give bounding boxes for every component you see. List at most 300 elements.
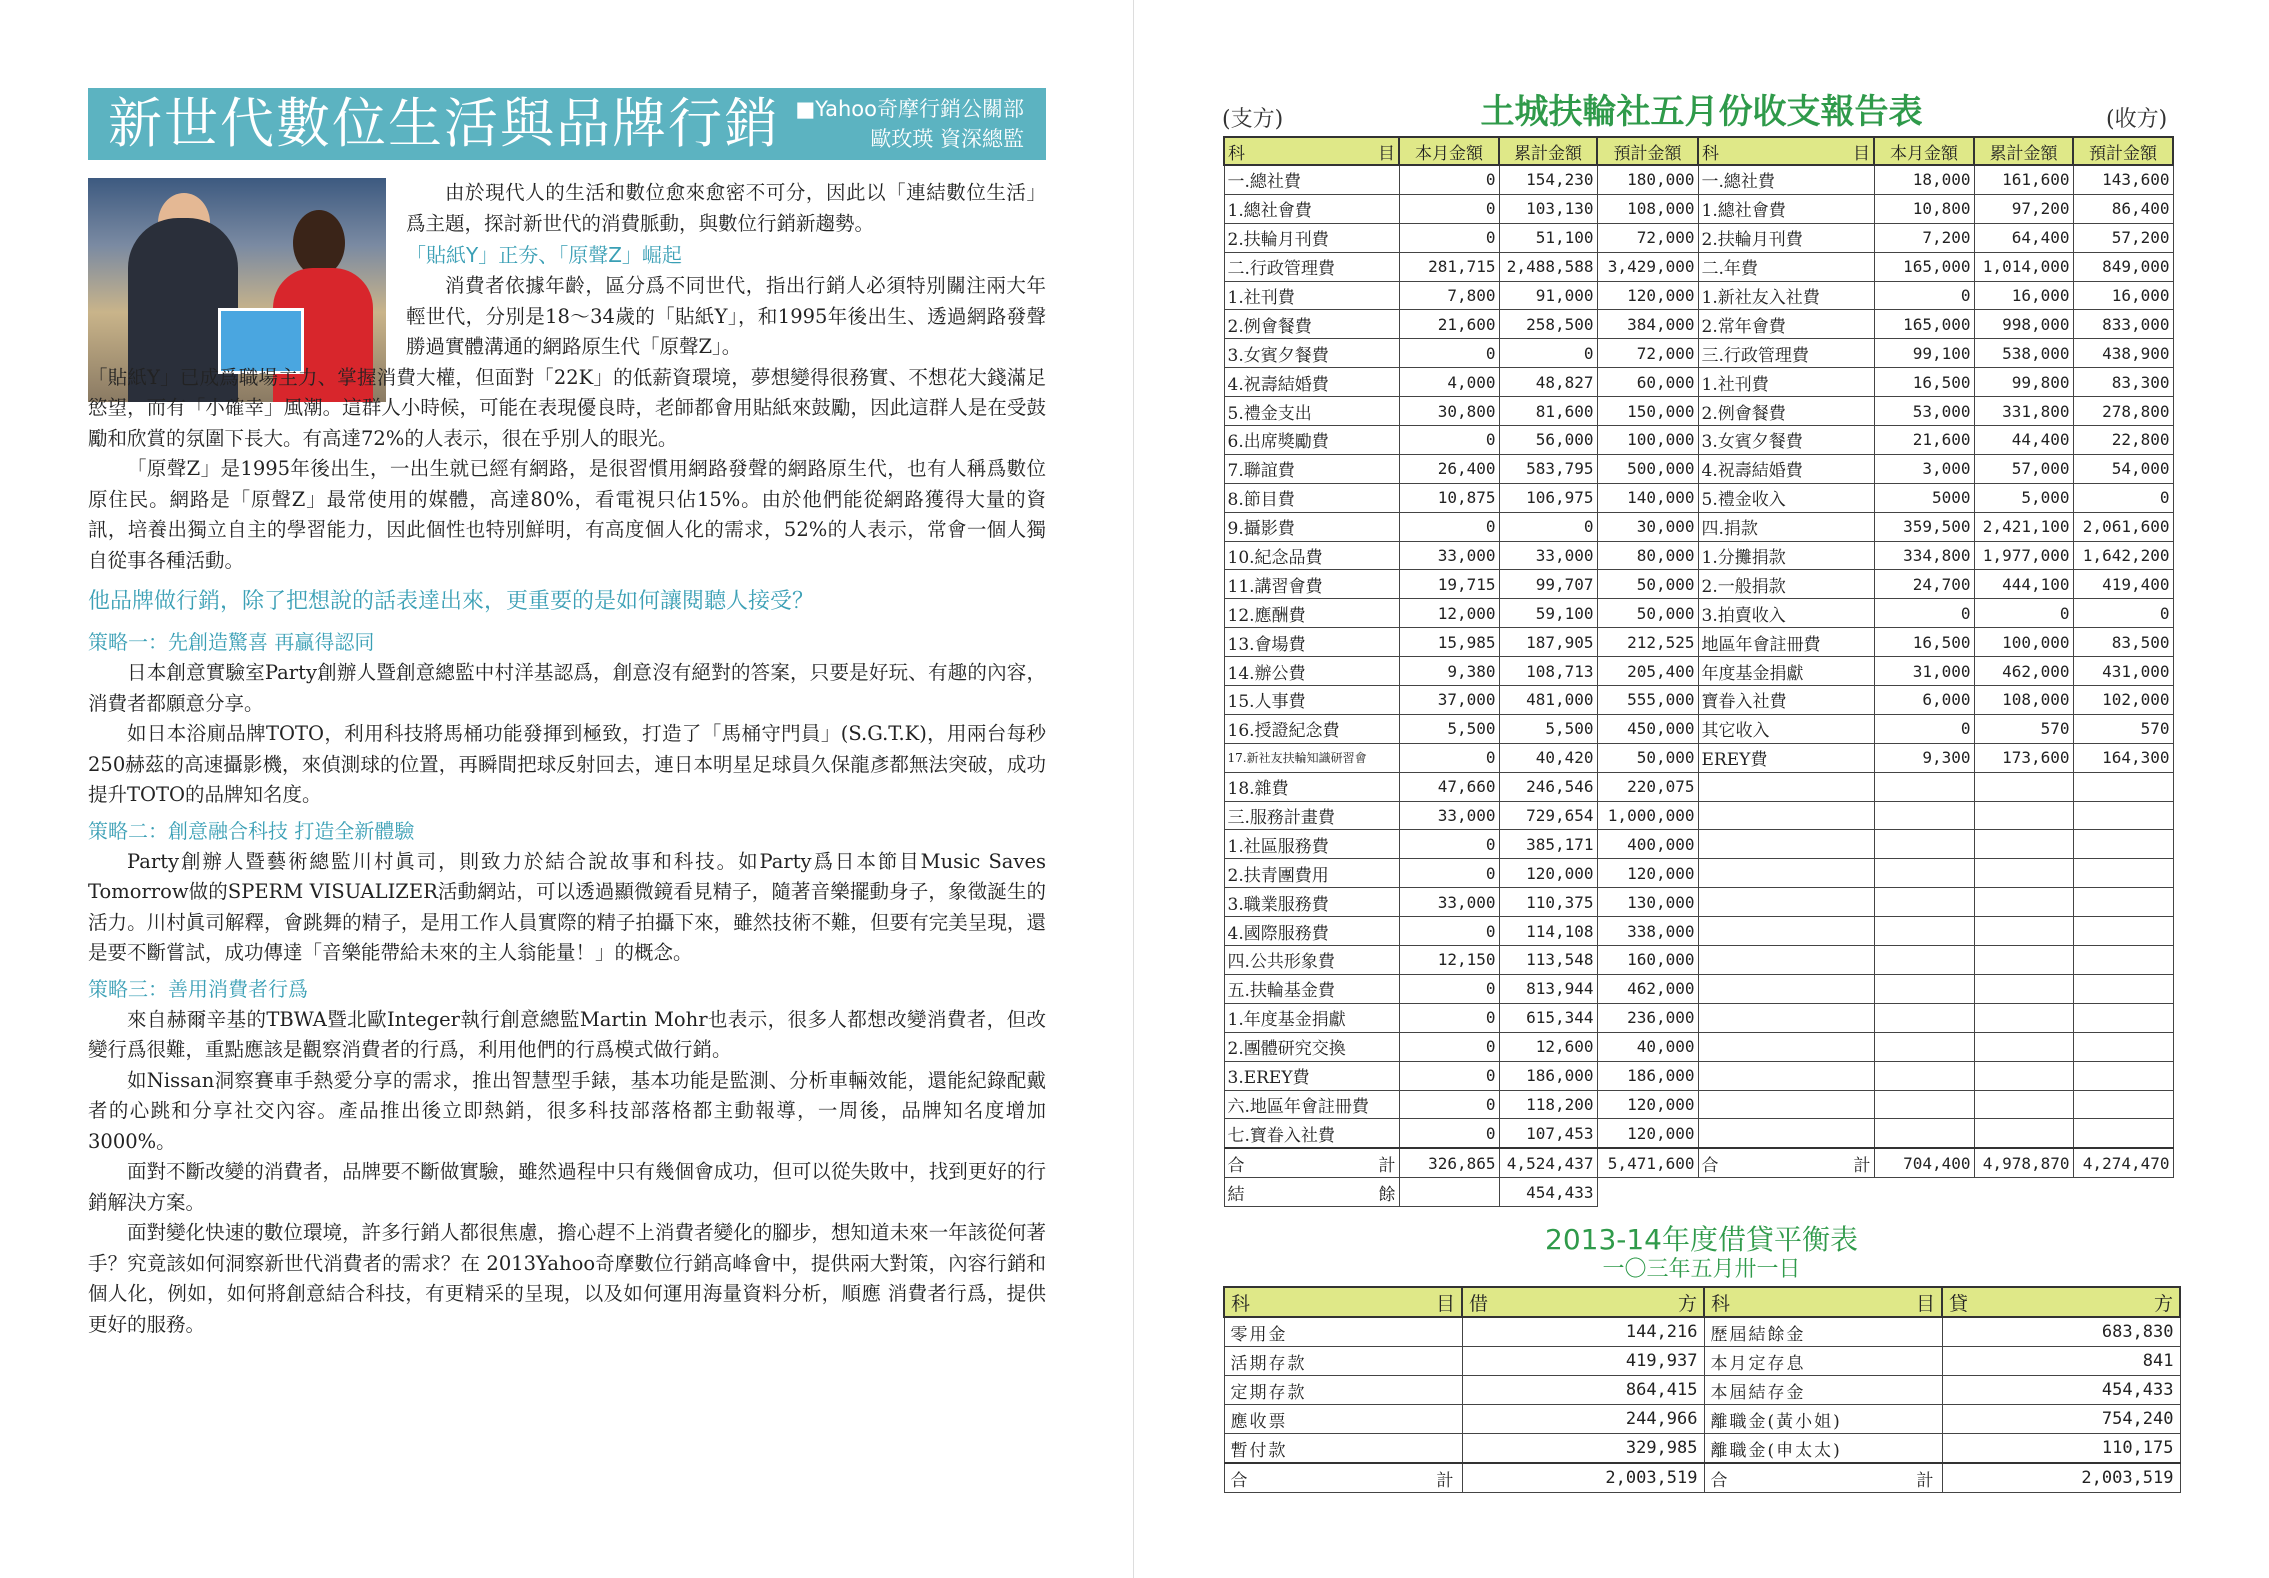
- empty-cell: [2073, 1061, 2173, 1090]
- amount-cell: 0: [1399, 512, 1499, 541]
- bs-header-subject: 科 目: [1704, 1287, 1942, 1317]
- bs-item-cell: 活期存款: [1224, 1347, 1462, 1376]
- bs-amount-cell: 419,937: [1462, 1347, 1704, 1376]
- header-month: 本月金額: [1399, 137, 1499, 165]
- header-cumulative: 累計金額: [1499, 137, 1597, 165]
- amount-cell: 2,061,600: [2073, 512, 2173, 541]
- item-name-cell: 4.祝壽結婚費: [1224, 368, 1399, 397]
- article-intro: 由於現代人的生活和數位愈來愈密不可分，因此以「連結數位生活」爲主題，探討新世代的消費脈動，與數位行銷新趨勢。: [406, 181, 1046, 235]
- table-row: [1224, 657, 2173, 686]
- amount-cell: 120,000: [1597, 1090, 1698, 1119]
- header-budget: 預計金額: [2073, 137, 2173, 165]
- amount-cell: 100,000: [1597, 426, 1698, 455]
- total-cell: 704,400: [1874, 1148, 1974, 1177]
- amount-cell: 54,000: [2073, 454, 2173, 483]
- bs-item-cell: 暫付款: [1224, 1434, 1462, 1464]
- amount-cell: 16,500: [1874, 368, 1974, 397]
- bs-amount-cell: 683,830: [1942, 1317, 2180, 1347]
- amount-cell: 56,000: [1499, 426, 1597, 455]
- amount-cell: 97,200: [1974, 194, 2073, 223]
- amount-cell: 338,000: [1597, 917, 1698, 946]
- amount-cell: 500,000: [1597, 454, 1698, 483]
- amount-cell: 91,000: [1499, 281, 1597, 310]
- amount-cell: 21,600: [1874, 426, 1974, 455]
- amount-cell: 359,500: [1874, 512, 1974, 541]
- total-label: 合 計: [1698, 1148, 1874, 1177]
- amount-cell: 12,600: [1499, 1032, 1597, 1061]
- empty-cell: [1698, 917, 1874, 946]
- strategy-heading: 策略二：創意融合科技 打造全新體驗: [88, 818, 415, 843]
- empty-cell: [1698, 859, 1874, 888]
- amount-cell: 64,400: [1974, 223, 2073, 252]
- table-header-row: [1224, 137, 2173, 165]
- item-name-cell: EREY費: [1698, 743, 1874, 772]
- bs-row: [1224, 1376, 2180, 1405]
- bs-amount-cell: 841: [1942, 1347, 2180, 1376]
- empty-cell: [1874, 772, 1974, 801]
- empty-cell: [1874, 946, 1974, 975]
- empty-cell: [1974, 1003, 2073, 1032]
- table-row: [1224, 1032, 2173, 1061]
- item-name-cell: 5.禮金收入: [1698, 483, 1874, 512]
- item-name-cell: 1.社刊費: [1224, 281, 1399, 310]
- amount-cell: 26,400: [1399, 454, 1499, 483]
- table-row: [1224, 541, 2173, 570]
- item-name-cell: 17.新社友扶輪知識研習會: [1224, 743, 1399, 772]
- section-heading: 「貼紙Y」正夯、「原聲Z」崛起: [406, 243, 682, 267]
- amount-cell: 205,400: [1597, 657, 1698, 686]
- amount-cell: 9,380: [1399, 657, 1499, 686]
- bs-total-label: 合 計: [1704, 1463, 1942, 1493]
- amount-cell: 130,000: [1597, 888, 1698, 917]
- amount-cell: 0: [1499, 339, 1597, 368]
- empty-cell: [1874, 888, 1974, 917]
- amount-cell: 220,075: [1597, 772, 1698, 801]
- empty-cell: [2073, 946, 2173, 975]
- table-row: [1224, 801, 2173, 830]
- article-paragraph: Party創辦人暨藝術總監川村眞司，則致力於結合說故事和科技。如Party爲日本節目Music Saves Tomorrow做的SPERM VISUALIZER活動網站，可以透過顯微鏡看見精子，隨著音樂擺動身子，象徵誕生的活力。川村眞司解釋，會跳舞的精子，是用工作人員實際的精子拍攝下來，雖然技術不難，但要有完美呈現，還是要不斷嘗試，成功傳達「音樂能帶給未來的主人翁能量！」的概念。: [88, 849, 1046, 964]
- amount-cell: 10,800: [1874, 194, 1974, 223]
- amount-cell: 0: [1399, 859, 1499, 888]
- item-name-cell: 4.國際服務費: [1224, 917, 1399, 946]
- item-name-cell: 4.祝壽結婚費: [1698, 454, 1874, 483]
- amount-cell: 212,525: [1597, 628, 1698, 657]
- amount-cell: 12,150: [1399, 946, 1499, 975]
- item-name-cell: 18.雜費: [1224, 772, 1399, 801]
- amount-cell: 481,000: [1499, 686, 1597, 715]
- empty-cell: [1698, 801, 1874, 830]
- strategy-heading: 策略一：先創造驚喜 再贏得認同: [88, 630, 375, 654]
- bs-amount-cell: 144,216: [1462, 1317, 1704, 1347]
- amount-cell: 998,000: [1974, 310, 2073, 339]
- amount-cell: 40,000: [1597, 1032, 1698, 1061]
- total-cell: 4,978,870: [1974, 1148, 2073, 1177]
- article-paragraph: 來自赫爾辛基的TBWA暨北歐Integer執行創意總監Martin Mohr也表示，很多人都想改變消費者，但改變行爲很難，重點應該是觀察消費者的行爲，利用他們的行爲模式做行銷。: [88, 1007, 1046, 1061]
- item-name-cell: 15.人事費: [1224, 686, 1399, 715]
- item-name-cell: 3.女賓夕餐費: [1698, 426, 1874, 455]
- balance-sheet-table: [1223, 1286, 2181, 1493]
- empty-cell: [2073, 772, 2173, 801]
- table-row: [1224, 483, 2173, 512]
- amount-cell: 107,453: [1499, 1119, 1597, 1148]
- bs-amount-cell: 864,415: [1462, 1376, 1704, 1405]
- total-cell: 4,524,437: [1499, 1148, 1597, 1177]
- amount-cell: 140,000: [1597, 483, 1698, 512]
- empty-cell: [1974, 888, 2073, 917]
- amount-cell: 5,500: [1499, 714, 1597, 743]
- right-page: [1134, 0, 2269, 1578]
- amount-cell: 2,488,588: [1499, 252, 1597, 281]
- amount-cell: 0: [1399, 1061, 1499, 1090]
- empty-cell: [1698, 772, 1874, 801]
- amount-cell: 53,000: [1874, 397, 1974, 426]
- amount-cell: 849,000: [2073, 252, 2173, 281]
- item-name-cell: 2.團體研究交換: [1224, 1032, 1399, 1061]
- table-row: [1224, 1119, 2173, 1148]
- bs-header-credit: 貸 方: [1942, 1287, 2180, 1317]
- amount-cell: 0: [1399, 917, 1499, 946]
- item-name-cell: 三.服務計畫費: [1224, 801, 1399, 830]
- amount-cell: 0: [1399, 339, 1499, 368]
- item-name-cell: 6.出席獎勵費: [1224, 426, 1399, 455]
- amount-cell: 1,642,200: [2073, 541, 2173, 570]
- total-cell: 5,471,600: [1597, 1148, 1698, 1177]
- article-paragraph: 如日本浴廁品牌TOTO，利用科技將馬桶功能發揮到極致，打造了「馬桶守門員」(S.G.T.K)，用兩台每秒250赫茲的高速攝影機，來偵測球的位置，再瞬間把球反射回去，連日本明星足球員久保龍彥都無法突破，成功提升TOTO的品牌知名度。: [88, 722, 1046, 806]
- amount-cell: 154,230: [1499, 165, 1597, 194]
- empty-cell: [1874, 1003, 1974, 1032]
- amount-cell: 33,000: [1499, 541, 1597, 570]
- item-name-cell: 年度基金捐獻: [1698, 657, 1874, 686]
- amount-cell: 0: [1399, 1119, 1499, 1148]
- item-name-cell: 寶眷入社費: [1698, 686, 1874, 715]
- amount-cell: 81,600: [1499, 397, 1597, 426]
- empty-cell: [1974, 830, 2073, 859]
- empty-cell: [1874, 859, 1974, 888]
- table-row: [1224, 714, 2173, 743]
- amount-cell: 30,000: [1597, 512, 1698, 541]
- bs-row: [1224, 1317, 2180, 1347]
- table-row: [1224, 368, 2173, 397]
- item-name-cell: 16.授證紀念費: [1224, 714, 1399, 743]
- table-row: [1224, 194, 2173, 223]
- bs-amount-cell: 244,966: [1462, 1405, 1704, 1434]
- empty-cell: [1974, 946, 2073, 975]
- total-label: 合 計: [1224, 1148, 1399, 1177]
- amount-cell: 21,600: [1399, 310, 1499, 339]
- amount-cell: 0: [2073, 483, 2173, 512]
- item-name-cell: 7.聯誼費: [1224, 454, 1399, 483]
- amount-cell: 0: [1974, 599, 2073, 628]
- amount-cell: 0: [1499, 512, 1597, 541]
- amount-cell: 160,000: [1597, 946, 1698, 975]
- table-row: [1224, 859, 2173, 888]
- item-name-cell: 六.地區年會註冊費: [1224, 1090, 1399, 1119]
- empty-cell: [1874, 1119, 1974, 1148]
- empty-cell: [1974, 1090, 2073, 1119]
- item-name-cell: 1.總社會費: [1698, 194, 1874, 223]
- item-name-cell: 3.EREY費: [1224, 1061, 1399, 1090]
- bs-amount-cell: 329,985: [1462, 1434, 1704, 1464]
- table-row: [1224, 686, 2173, 715]
- amount-cell: 0: [1399, 165, 1499, 194]
- bs-amount-cell: 754,240: [1942, 1405, 2180, 1434]
- table-row: [1224, 743, 2173, 772]
- amount-cell: 186,000: [1597, 1061, 1698, 1090]
- article-paragraph: 日本創意實驗室Party創辦人暨創意總監中村洋基認爲，創意沒有絕對的答案，只要是好玩、有趣的內容，消費者都願意分享。: [88, 661, 1046, 715]
- item-name-cell: 二.年費: [1698, 252, 1874, 281]
- amount-cell: 5,500: [1399, 714, 1499, 743]
- amount-cell: 462,000: [1974, 657, 2073, 686]
- item-name-cell: 2.扶輪月刊費: [1698, 223, 1874, 252]
- item-name-cell: 3.女賓夕餐費: [1224, 339, 1399, 368]
- empty-cell: [1698, 1119, 1874, 1148]
- item-name-cell: 8.節目費: [1224, 483, 1399, 512]
- bs-row: [1224, 1405, 2180, 1434]
- bs-item-cell: 本屆結存金: [1704, 1376, 1942, 1405]
- header-month: 本月金額: [1874, 137, 1974, 165]
- empty-cell: [1698, 946, 1874, 975]
- amount-cell: 120,000: [1499, 859, 1597, 888]
- amount-cell: 50,000: [1597, 743, 1698, 772]
- item-name-cell: 一.總社費: [1698, 165, 1874, 194]
- amount-cell: 108,000: [1974, 686, 2073, 715]
- item-name-cell: 二.行政管理費: [1224, 252, 1399, 281]
- amount-cell: 1,977,000: [1974, 541, 2073, 570]
- amount-cell: 331,800: [1974, 397, 2073, 426]
- item-name-cell: 1.分攤捐款: [1698, 541, 1874, 570]
- amount-cell: 9,300: [1874, 743, 1974, 772]
- empty-cell: [1874, 917, 1974, 946]
- empty-cell: [1974, 974, 2073, 1003]
- bs-header-debit: 借 方: [1462, 1287, 1704, 1317]
- amount-cell: 16,500: [1874, 628, 1974, 657]
- amount-cell: 40,420: [1499, 743, 1597, 772]
- table-row: [1224, 1003, 2173, 1032]
- table-row: [1224, 165, 2173, 194]
- amount-cell: 83,300: [2073, 368, 2173, 397]
- amount-cell: 583,795: [1499, 454, 1597, 483]
- item-name-cell: 1.新社友入社費: [1698, 281, 1874, 310]
- amount-cell: 99,100: [1874, 339, 1974, 368]
- item-name-cell: 12.應酬費: [1224, 599, 1399, 628]
- table-row: [1224, 281, 2173, 310]
- article-author: [795, 94, 1024, 154]
- item-name-cell: 14.辦公費: [1224, 657, 1399, 686]
- item-name-cell: 2.例會餐費: [1224, 310, 1399, 339]
- amount-cell: 99,800: [1974, 368, 2073, 397]
- amount-cell: 33,000: [1399, 541, 1499, 570]
- bs-total-debit: 2,003,519: [1462, 1463, 1704, 1493]
- bs-item-cell: 歷屆結餘金: [1704, 1317, 1942, 1347]
- amount-cell: 1,000,000: [1597, 801, 1698, 830]
- amount-cell: 59,100: [1499, 599, 1597, 628]
- amount-cell: 0: [1874, 599, 1974, 628]
- amount-cell: 51,100: [1499, 223, 1597, 252]
- bs-total-row: [1224, 1463, 2180, 1493]
- amount-cell: 16,000: [1974, 281, 2073, 310]
- item-name-cell: 2.扶青團費用: [1224, 859, 1399, 888]
- bs-total-credit: 2,003,519: [1942, 1463, 2180, 1493]
- author-department: ■Yahoo奇摩行銷公關部: [795, 97, 1024, 121]
- table-row: [1224, 946, 2173, 975]
- amount-cell: 400,000: [1597, 830, 1698, 859]
- table-row: [1224, 888, 2173, 917]
- empty-cell: [1874, 830, 1974, 859]
- empty-cell: [2073, 1090, 2173, 1119]
- amount-cell: 114,108: [1499, 917, 1597, 946]
- amount-cell: 12,000: [1399, 599, 1499, 628]
- amount-cell: 431,000: [2073, 657, 2173, 686]
- amount-cell: 19,715: [1399, 570, 1499, 599]
- bs-header-row: [1224, 1287, 2180, 1317]
- amount-cell: 0: [1399, 830, 1499, 859]
- item-name-cell: 10.紀念品費: [1224, 541, 1399, 570]
- amount-cell: 236,000: [1597, 1003, 1698, 1032]
- amount-cell: 6,000: [1874, 686, 1974, 715]
- amount-cell: 37,000: [1399, 686, 1499, 715]
- amount-cell: 384,000: [1597, 310, 1698, 339]
- article-title-bar: [88, 88, 1046, 160]
- item-name-cell: 其它收入: [1698, 714, 1874, 743]
- header-cumulative: 累計金額: [1974, 137, 2073, 165]
- amount-cell: 15,985: [1399, 628, 1499, 657]
- item-name-cell: 1.社區服務費: [1224, 830, 1399, 859]
- amount-cell: 57,000: [1974, 454, 2073, 483]
- empty-cell: [2073, 830, 2173, 859]
- table-row: [1224, 454, 2173, 483]
- amount-cell: 3,000: [1874, 454, 1974, 483]
- item-name-cell: 2.常年會費: [1698, 310, 1874, 339]
- table-row: [1224, 397, 2173, 426]
- item-name-cell: 五.扶輪基金費: [1224, 974, 1399, 1003]
- empty-cell: [2073, 917, 2173, 946]
- amount-cell: 86,400: [2073, 194, 2173, 223]
- amount-cell: 16,000: [2073, 281, 2173, 310]
- amount-cell: 161,600: [1974, 165, 2073, 194]
- amount-cell: 1,014,000: [1974, 252, 2073, 281]
- amount-cell: 102,000: [2073, 686, 2173, 715]
- item-name-cell: 七.寶眷入社費: [1224, 1119, 1399, 1148]
- table-row: [1224, 917, 2173, 946]
- amount-cell: 165,000: [1874, 252, 1974, 281]
- item-name-cell: 2.扶輪月刊費: [1224, 223, 1399, 252]
- table-row: [1224, 628, 2173, 657]
- table-row: [1224, 570, 2173, 599]
- item-name-cell: 11.講習會費: [1224, 570, 1399, 599]
- article-paragraph: 「貼紙Y」已成爲職場主力、掌握消費大權，但面對「22K」的低薪資環境，夢想變得很務實、不想花大錢滿足慾望，而有「小確幸」風潮。這群人小時候，可能在表現優良時，老師都會用貼紙來鼓勵，因此這群人是在受鼓勵和欣賞的氛圍下長大。有高達72%的人表示，很在乎別人的眼光。: [88, 365, 1046, 450]
- amount-cell: 120,000: [1597, 859, 1698, 888]
- amount-cell: 555,000: [1597, 686, 1698, 715]
- amount-cell: 246,546: [1499, 772, 1597, 801]
- amount-cell: 2,421,100: [1974, 512, 2073, 541]
- empty-cell: [1974, 1032, 2073, 1061]
- amount-cell: 120,000: [1597, 1119, 1698, 1148]
- bs-item-cell: 應收票: [1224, 1405, 1462, 1434]
- empty-cell: [1874, 974, 1974, 1003]
- empty-cell: [2073, 888, 2173, 917]
- amount-cell: 165,000: [1874, 310, 1974, 339]
- amount-cell: 278,800: [2073, 397, 2173, 426]
- amount-cell: 72,000: [1597, 223, 1698, 252]
- income-expense-table: [1223, 136, 2174, 1207]
- table-row: [1224, 599, 2173, 628]
- amount-cell: 833,000: [2073, 310, 2173, 339]
- amount-cell: 0: [1399, 1032, 1499, 1061]
- item-name-cell: 四.捐款: [1698, 512, 1874, 541]
- author-name: 歐玫瑛 資深總監: [870, 127, 1024, 151]
- amount-cell: 150,000: [1597, 397, 1698, 426]
- amount-cell: 10,875: [1399, 483, 1499, 512]
- empty-cell: [1874, 1061, 1974, 1090]
- amount-cell: 120,000: [1597, 281, 1698, 310]
- amount-cell: 538,000: [1974, 339, 2073, 368]
- amount-cell: 48,827: [1499, 368, 1597, 397]
- amount-cell: 0: [1399, 223, 1499, 252]
- feature-heading: 他品牌做行銷，除了把想說的話表達出來，更重要的是如何讓閱聽人接受？: [88, 589, 815, 614]
- amount-cell: 0: [1874, 281, 1974, 310]
- item-name-cell: 3.拍賣收入: [1698, 599, 1874, 628]
- bs-item-cell: 本月定存息: [1704, 1347, 1942, 1376]
- amount-cell: 7,200: [1874, 223, 1974, 252]
- item-name-cell: 四.公共形象費: [1224, 946, 1399, 975]
- table-row: [1224, 252, 2173, 281]
- item-name-cell: 一.總社費: [1224, 165, 1399, 194]
- amount-cell: 110,375: [1499, 888, 1597, 917]
- amount-cell: 33,000: [1399, 888, 1499, 917]
- amount-cell: 180,000: [1597, 165, 1698, 194]
- amount-cell: 106,975: [1499, 483, 1597, 512]
- amount-cell: 813,944: [1499, 974, 1597, 1003]
- bs-item-cell: 定期存款: [1224, 1376, 1462, 1405]
- empty-cell: [1974, 1061, 2073, 1090]
- empty-cell: [1874, 1090, 1974, 1119]
- amount-cell: 334,800: [1874, 541, 1974, 570]
- amount-cell: 18,000: [1874, 165, 1974, 194]
- amount-cell: 570: [1974, 714, 2073, 743]
- empty-cell: [2073, 1003, 2173, 1032]
- amount-cell: 173,600: [1974, 743, 2073, 772]
- amount-cell: 50,000: [1597, 570, 1698, 599]
- bs-header-subject: 科 目: [1224, 1287, 1462, 1317]
- balance-value: 454,433: [1499, 1178, 1597, 1207]
- article-paragraph: 消費者依據年齡，區分爲不同世代，指出行銷人必須特別關注兩大年輕世代，分別是18～34歲的「貼紙Y」，和1995年後出生、透過網路發聲勝過實體溝通的網路原生代「原聲Z」。: [406, 274, 1046, 358]
- amount-cell: 22,800: [2073, 426, 2173, 455]
- amount-cell: 80,000: [1597, 541, 1698, 570]
- header-subject: 科 目: [1224, 137, 1399, 165]
- bs-amount-cell: 110,175: [1942, 1434, 2180, 1464]
- item-name-cell: 2.一般捐款: [1698, 570, 1874, 599]
- amount-cell: 103,130: [1499, 194, 1597, 223]
- report-title: 土城扶輪社五月份收支報告表: [1480, 92, 1923, 132]
- amount-cell: 450,000: [1597, 714, 1698, 743]
- balance-label: 結 餘: [1224, 1178, 1399, 1207]
- amount-cell: 0: [1399, 974, 1499, 1003]
- bs-amount-cell: 454,433: [1942, 1376, 2180, 1405]
- amount-cell: 419,400: [2073, 570, 2173, 599]
- amount-cell: 164,300: [2073, 743, 2173, 772]
- item-name-cell: 地區年會註冊費: [1698, 628, 1874, 657]
- empty-cell: [1698, 1003, 1874, 1032]
- empty-cell: [1974, 859, 2073, 888]
- amount-cell: 0: [1399, 1003, 1499, 1032]
- bs-total-label: 合 計: [1224, 1463, 1462, 1493]
- bs-item-cell: 離職金(申太太): [1704, 1434, 1942, 1464]
- item-name-cell: 三.行政管理費: [1698, 339, 1874, 368]
- expense-side-label: (支方): [1222, 107, 1284, 132]
- table-row: [1224, 426, 2173, 455]
- amount-cell: 187,905: [1499, 628, 1597, 657]
- article-paragraph: 面對變化快速的數位環境，許多行銷人都很焦慮，擔心趕不上消費者變化的腳步，想知道未來一年該從何著手？究竟該如何洞察新世代消費者的需求？在 2013Yahoo奇摩數位行銷高峰會中，提供兩大對策，內容行銷和個人化，例如，如何將創意結合科技，有更精采的呈現，以及如何運用海量資料分析，順應 消費者行爲，提供更好的服務。: [88, 1221, 1046, 1336]
